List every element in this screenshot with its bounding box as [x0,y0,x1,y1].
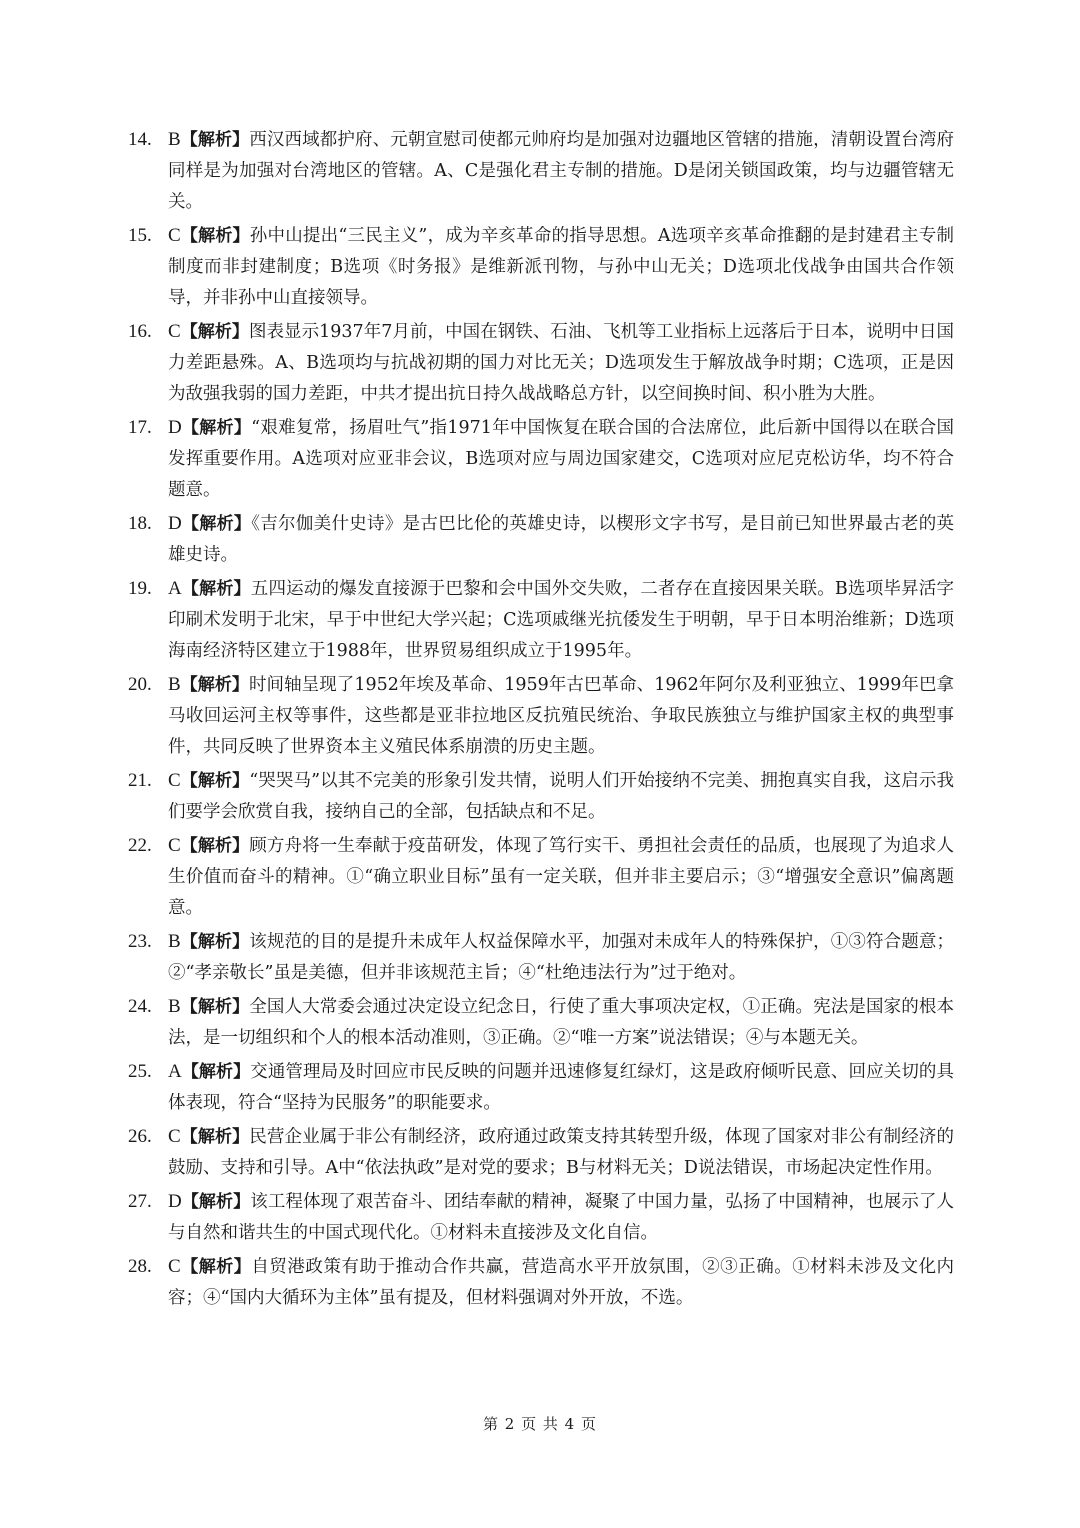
answer-body [168,316,954,410]
analysis-text: “艰难复常，扬眉吐气”指1971年中国恢复在联合国的合法席位，此后新中国得以在联合国发挥重要作用。A选项对应亚非会议，B选项对应与周边国家建交，C选项对应尼克松访华，均不符合题意。 [168,418,955,500]
analysis-text: 该规范的目的是提升未成年人权益保障水平，加强对未成年人的特殊保护，①③符合题意；②“孝亲敬长”虽是美德，但并非该规范主旨；④“杜绝违法行为”过于绝对。 [168,932,955,983]
question-number: 17. [128,417,152,438]
answer-body [168,412,954,506]
answer-body [168,765,954,828]
answer-item [128,508,954,571]
answer-body [168,220,954,314]
analysis-tag: 【解析】 [181,1062,251,1082]
analysis-text: 全国人大常委会通过决定设立纪念日，行使了重大事项决定权，①正确。宪法是国家的根本法，是一切组织和个人的根本活动准则，③正确。②“唯一方案”说法错误；④与本题无关。 [168,997,955,1048]
answer-list [128,124,954,1316]
answer-letter: B [168,674,181,695]
analysis-text: 时间轴呈现了1952年埃及革命、1959年古巴革命、1962年阿尔及利亚独立、1999年巴拿马收回运河主权等事件，这些都是亚非拉地区反抗殖民统治、争取民族独立与维护国家主权的典型事件，共同反映了世界资本主义殖民体系崩溃的历史主题。 [168,675,954,757]
analysis-tag: 【解析】 [180,226,250,246]
answer-item [128,1251,954,1314]
answer-letter: B [168,129,181,150]
answer-letter: C [168,321,181,342]
answer-item [128,830,954,924]
analysis-tag: 【解析】 [180,675,249,695]
answer-body [168,669,954,763]
answer-item [128,991,954,1054]
analysis-tag: 【解析】 [180,771,250,791]
answer-item [128,220,954,314]
answer-body [168,508,954,571]
answer-letter: B [168,931,181,952]
answer-letter: A [168,1061,182,1082]
answer-item [128,1186,954,1249]
answer-item [128,1121,954,1184]
answer-body [168,573,954,667]
answer-item [128,765,954,828]
answer-body [168,1186,954,1249]
analysis-text: 西汉西域都护府、元朝宣慰司使都元帅府均是加强对边疆地区管辖的措施，清朝设置台湾府同样是为加强对台湾地区的管辖。A、C是强化君主专制的措施。D是闭关锁国政策，均与边疆管辖无关。 [168,130,955,212]
question-number: 19. [128,578,152,599]
answer-item [128,412,954,506]
answer-letter: C [168,225,181,246]
question-number: 14. [128,129,152,150]
question-number: 27. [128,1191,152,1212]
question-number: 15. [128,225,152,246]
question-number: 21. [128,770,152,791]
answer-body [168,1121,954,1184]
analysis-text: 孙中山提出“三民主义”，成为辛亥革命的指导思想。A选项辛亥革命推翻的是封建君主专制制度而非封建制度；B选项《时务报》是维新派刊物，与孙中山无关；D选项北伐战争由国共合作领导，并非孙中山直接领导。 [168,226,955,308]
answer-body [168,926,954,989]
answer-letter: D [168,513,182,534]
analysis-tag: 【解析】 [180,322,249,342]
answer-item [128,926,954,989]
question-number: 28. [128,1256,152,1277]
analysis-tag: 【解析】 [180,130,250,150]
answer-item [128,316,954,410]
answer-item [128,669,954,763]
question-number: 22. [128,835,152,856]
answer-body [168,1056,954,1119]
analysis-text: 该工程体现了艰苦奋斗、团结奉献的精神，凝聚了中国力量，弘扬了中国精神，也展示了人与自然和谐共生的中国式现代化。①材料未直接涉及文化自信。 [168,1192,955,1243]
answer-letter: A [168,578,182,599]
analysis-text: 自贸港政策有助于推动合作共赢，营造高水平开放氛围，②③正确。①材料未涉及文化内容；④“国内大循环为主体”虽有提及，但材料强调对外开放，不选。 [168,1257,955,1308]
analysis-tag: 【解析】 [181,514,252,534]
question-number: 26. [128,1126,152,1147]
analysis-tag: 【解析】 [181,418,252,438]
answer-item [128,1056,954,1119]
question-number: 25. [128,1061,152,1082]
analysis-tag: 【解析】 [180,1127,250,1147]
answer-letter: C [168,835,181,856]
analysis-text: 五四运动的爆发直接源于巴黎和会中国外交失败，二者存在直接因果关联。B选项毕昇活字印刷术发明于北宋，早于中世纪大学兴起；C选项戚继光抗倭发生于明朝，早于日本明治维新；D选项海南经济特区建立于1988年，世界贸易组织成立于1995年。 [168,579,955,661]
answer-body [168,991,954,1054]
analysis-text: 图表显示1937年7月前，中国在钢铁、石油、飞机等工业指标上远落后于日本，说明中日国力差距悬殊。A、B选项均与抗战初期的国力对比无关；D选项发生于解放战争时期；C选项，正是因为敌强我弱的国力差距，中共才提出抗日持久战战略总方针，以空间换时间、积小胜为大胜。 [168,322,954,404]
answer-letter: C [168,1256,181,1277]
answer-letter: D [168,417,182,438]
answer-body [168,830,954,924]
analysis-text: 顾方舟将一生奉献于疫苗研发，体现了笃行实干、勇担社会责任的品质，也展现了为追求人生价值而奋斗的精神。①“确立职业目标”虽有一定关联，但并非主要启示；③“增强安全意识”偏离题意。 [168,836,955,918]
analysis-tag: 【解析】 [180,1257,252,1277]
question-number: 20. [128,674,152,695]
analysis-tag: 【解析】 [180,997,250,1017]
analysis-text: 民营企业属于非公有制经济，政府通过政策支持其转型升级，体现了国家对非公有制经济的鼓励、支持和引导。A中“依法执政”是对党的要求；B与材料无关；D说法错误，市场起决定性作用。 [168,1127,955,1178]
question-number: 16. [128,321,152,342]
answer-letter: C [168,770,181,791]
answer-item [128,124,954,218]
analysis-tag: 【解析】 [181,1192,251,1212]
answer-letter: D [168,1191,182,1212]
analysis-text: 交通管理局及时回应市民反映的问题并迅速修复红绿灯，这是政府倾听民意、回应关切的具体表现，符合“坚持为民服务”的职能要求。 [168,1062,955,1113]
question-number: 18. [128,513,152,534]
answer-letter: C [168,1126,181,1147]
answer-item [128,573,954,667]
question-number: 24. [128,996,152,1017]
question-number: 23. [128,931,152,952]
answer-body [168,1251,954,1314]
answer-body [168,124,954,218]
analysis-tag: 【解析】 [180,836,250,856]
page-footer: 第 2 页 共 4 页 [483,1415,597,1433]
analysis-tag: 【解析】 [181,579,251,599]
analysis-text: “哭哭马”以其不完美的形象引发共情，说明人们开始接纳不完美、拥抱真实自我，这启示我们要学会欣赏自我，接纳自己的全部，包括缺点和不足。 [168,771,954,822]
answer-letter: B [168,996,181,1017]
analysis-text: 《吉尔伽美什史诗》是古巴比伦的英雄史诗，以楔形文字书写，是目前已知世界最古老的英雄史诗。 [168,514,955,565]
analysis-tag: 【解析】 [180,932,250,952]
